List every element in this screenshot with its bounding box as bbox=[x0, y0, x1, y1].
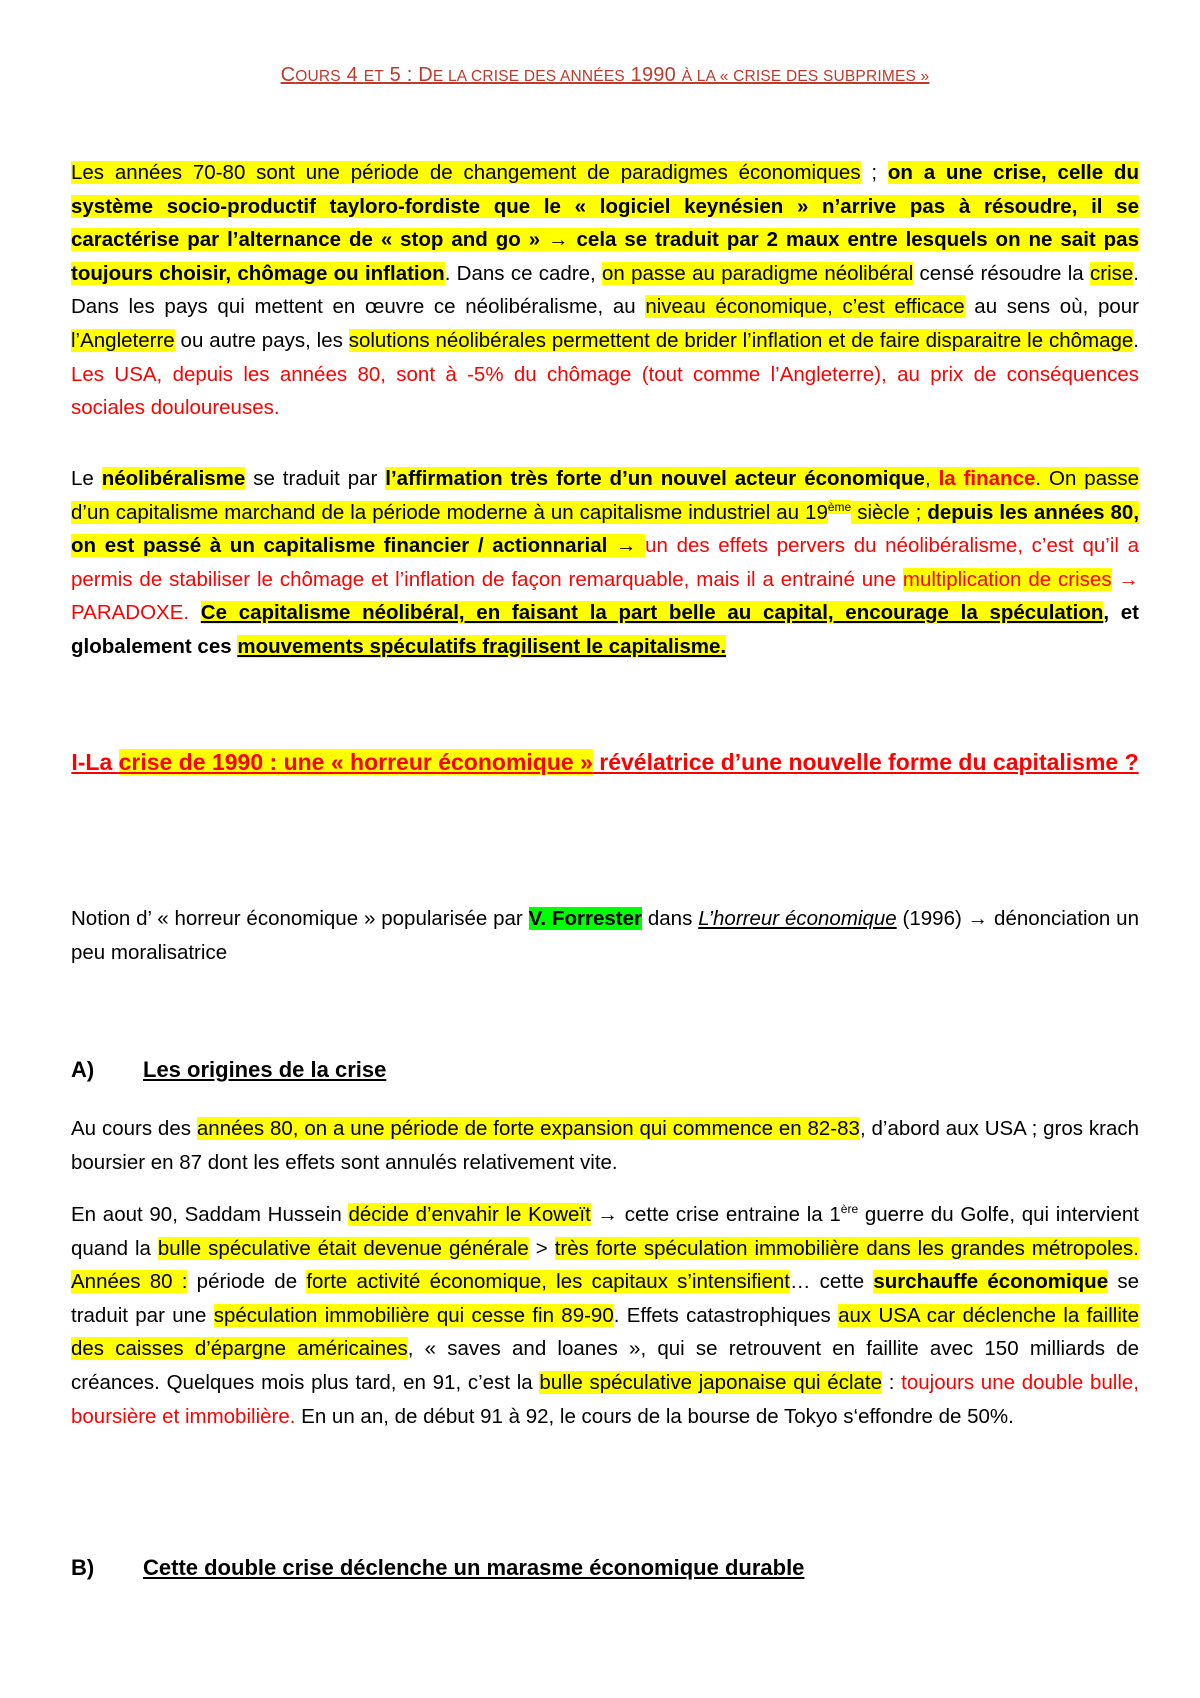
highlight: crise bbox=[1090, 261, 1134, 285]
text: . Dans ce cadre, bbox=[444, 261, 603, 285]
title-text: 1990 bbox=[624, 64, 682, 86]
subheading-title: Cette double crise déclenche un marasme économique durable bbox=[143, 1555, 805, 1580]
highlight: cela se traduit par 2 maux entre lesquels on ne sait pas toujours choisir, chômage ou inflation bbox=[71, 228, 1139, 285]
highlight: forte activité économique, les capitaux s’intensifient bbox=[306, 1270, 790, 1294]
document-title bbox=[71, 64, 1139, 87]
title-text: C bbox=[280, 64, 296, 86]
heading-text: révélatrice d’une nouvelle forme du capitalisme ? bbox=[592, 749, 1139, 775]
highlight: l’Angleterre bbox=[71, 328, 175, 352]
highlight: surchauffe économique bbox=[873, 1270, 1109, 1294]
text: . bbox=[1133, 328, 1139, 352]
highlight: années 80, on a une période de forte expansion qui commence en 82-83 bbox=[196, 1117, 860, 1140]
text: → cette crise entraine la 1 bbox=[590, 1203, 841, 1226]
text: (1996) bbox=[896, 907, 968, 930]
text: censé résoudre la bbox=[913, 261, 1090, 285]
text: En un an, de début 91 à 92, le cours de la bourse de Tokyo s‘effondre de 50%. bbox=[295, 1404, 1014, 1428]
text: dénonciation un peu moralisatrice bbox=[71, 907, 1139, 964]
text: . Dans les pays qui mettent en œuvre ce néolibéralisme, au bbox=[71, 261, 1139, 319]
highlight: la finance bbox=[938, 467, 1036, 490]
text: , « saves and loanes », qui se retrouvent en faillite avec 150 milliards de créances. Quelques mois plus tard, en 91, c’est la bbox=[71, 1337, 1140, 1394]
highlight: aux USA car déclenche la faillite des caisses d’épargne américaines bbox=[71, 1303, 1139, 1361]
paragraph-origines bbox=[71, 1112, 1139, 1179]
book-title: L’horreur économique bbox=[698, 907, 897, 930]
text: ou autre pays, les bbox=[174, 328, 349, 352]
text: se traduit par bbox=[245, 467, 386, 490]
highlight: Les années 70-80 sont une période de changement de paradigmes économiques bbox=[71, 161, 861, 184]
subheading-letter: A) bbox=[71, 1057, 95, 1082]
highlight: bulle spéculative japonaise qui éclate bbox=[539, 1370, 882, 1394]
text: Notion d’ « horreur économique » popularisée par bbox=[71, 907, 529, 930]
red-text: → PARADOXE. bbox=[71, 567, 1139, 625]
highlight: très forte spéculation immobilière dans les grandes métropoles. Années 80 : bbox=[71, 1236, 1139, 1294]
arrow: → bbox=[607, 534, 646, 558]
heading-text: I-La bbox=[71, 749, 119, 775]
highlight: depuis les années 80, on est passé à un capitalisme financier / actionnarial bbox=[71, 500, 1140, 558]
subheading-letter: B) bbox=[71, 1555, 95, 1580]
highlight: bulle spéculative était devenue générale bbox=[157, 1236, 529, 1260]
highlight: néolibéralisme bbox=[101, 467, 246, 490]
paragraph-saddam bbox=[71, 1198, 1139, 1433]
text: se traduit par une bbox=[71, 1270, 1139, 1327]
text: En aout 90, Saddam Hussein bbox=[71, 1203, 349, 1226]
highlight: mouvements spéculatifs fragilisent le capitalisme. bbox=[237, 634, 727, 658]
paragraph-neoliberalisme bbox=[71, 462, 1139, 664]
paragraph-notion bbox=[71, 902, 1139, 969]
text: Le bbox=[71, 467, 102, 490]
text: > bbox=[528, 1236, 555, 1260]
superscript: ère bbox=[840, 1202, 859, 1217]
title-text: OURS bbox=[295, 68, 341, 85]
highlight: niveau économique, c’est efficace bbox=[645, 295, 965, 319]
red-text: un des effets pervers du néolibéralisme, c’est qu’il a permis de stabiliser le chômage et l’inflation de façon remarquable, mais il a entrainé une bbox=[71, 534, 1139, 591]
text: dans bbox=[642, 907, 699, 930]
text: période de bbox=[187, 1270, 307, 1294]
subheading-b bbox=[71, 1555, 804, 1581]
text: Au cours des bbox=[71, 1117, 197, 1140]
highlight: crise de 1990 : une « horreur économique » bbox=[118, 749, 593, 775]
subheading-a bbox=[71, 1057, 386, 1083]
text: , et globalement ces bbox=[71, 601, 1139, 658]
highlight: décide d’envahir le Koweït bbox=[348, 1203, 591, 1226]
red-text: Les USA, depuis les années 80, sont à -5% du chômage (tout comme l’Angleterre), au prix de conséquences sociales douloureuses. bbox=[71, 362, 1139, 420]
title-text: 5 : D bbox=[383, 64, 433, 86]
red-text: toujours une double bulle, boursière et immobilière. bbox=[71, 1370, 1139, 1428]
title-text: À LA « CRISE DES SUBPRIMES » bbox=[681, 68, 930, 85]
title-text: 4 bbox=[340, 64, 364, 86]
highlight: l’affirmation très forte d’un nouvel acteur économique bbox=[385, 467, 925, 490]
highlight: . On passe d’un capitalisme marchand de la période moderne à un capitalisme industriel au 19 bbox=[71, 467, 1139, 524]
highlight: on a une crise, celle du système socio-productif tayloro-fordiste que le « logiciel keynésien » n’arrive pas à résoudre, il se caractérise par l’alternance de « stop and go » bbox=[71, 161, 1139, 252]
highlight: siècle ; bbox=[851, 500, 928, 524]
section-heading-1 bbox=[71, 742, 1139, 782]
text: , d’abord aux USA ; gros krach boursier en 87 dont les effets sont annulés relativement vite. bbox=[71, 1117, 1140, 1174]
green-highlight: V. Forrester bbox=[528, 907, 642, 930]
highlight: spéculation immobilière qui cesse fin 89-90 bbox=[213, 1303, 614, 1327]
title-text: E LA CRISE DES ANNÉES bbox=[432, 68, 625, 85]
arrow: → bbox=[540, 228, 577, 252]
superscript: ème bbox=[827, 499, 852, 514]
text: ; bbox=[860, 161, 888, 184]
text: : bbox=[882, 1370, 902, 1394]
paragraph-intro bbox=[71, 156, 1139, 425]
text: guerre du Golfe, qui intervient quand la bbox=[71, 1203, 1139, 1260]
text: au sens où, pour bbox=[964, 295, 1140, 319]
highlight: on passe au paradigme néolibéral bbox=[602, 261, 914, 285]
text: … cette bbox=[789, 1270, 874, 1294]
title-text: ET bbox=[363, 68, 384, 85]
text: . Effets catastrophiques bbox=[613, 1303, 839, 1327]
subheading-title: Les origines de la crise bbox=[143, 1057, 387, 1082]
highlight: multiplication de crises bbox=[902, 567, 1112, 591]
highlight: solutions néolibérales permettent de brider l’inflation et de faire disparaitre le chômage bbox=[348, 328, 1134, 352]
highlight: Ce capitalisme néolibéral, en faisant la part belle au capital, encourage la spéculation bbox=[200, 601, 1104, 625]
text: , bbox=[924, 467, 939, 490]
arrow: → bbox=[967, 907, 989, 930]
